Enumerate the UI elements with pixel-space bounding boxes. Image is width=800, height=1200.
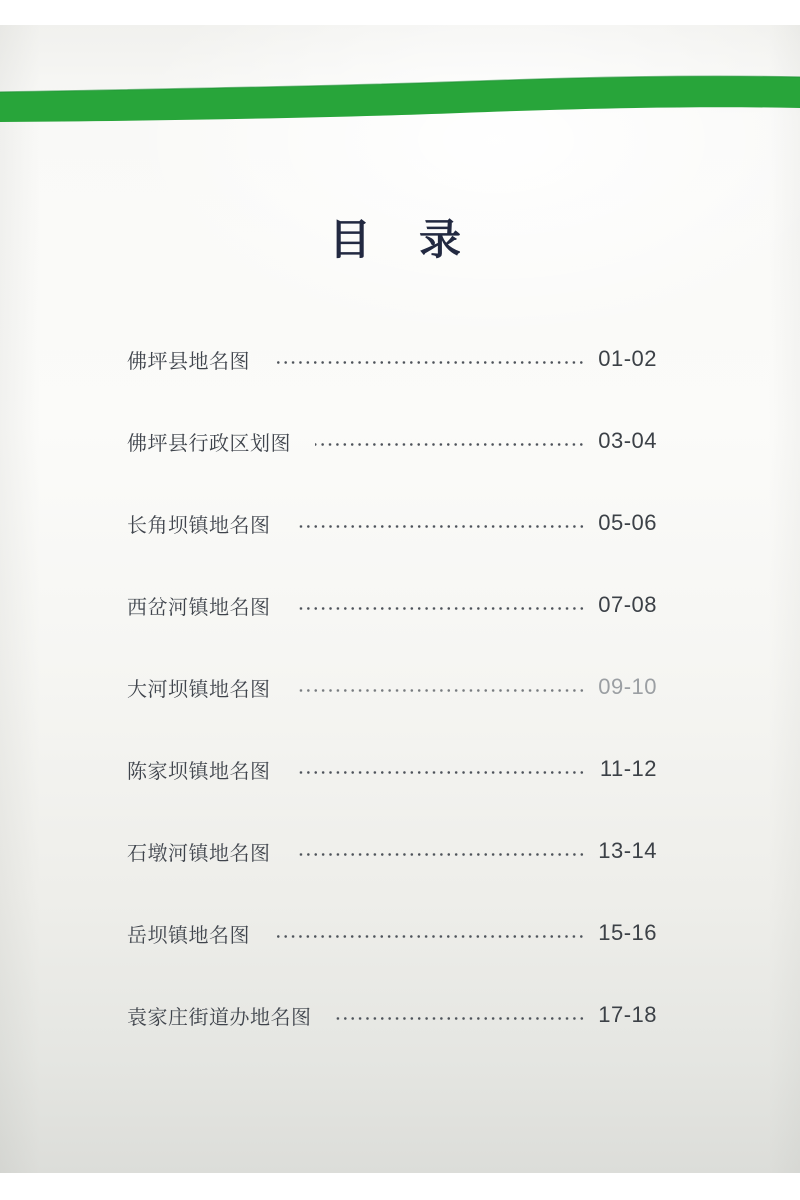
toc-entry — [127, 918, 657, 948]
dot-leader — [295, 771, 586, 774]
page-number: 17-18 — [598, 1002, 657, 1027]
dot-leader — [295, 853, 586, 856]
dot-leader — [274, 935, 585, 938]
page-number: 07-08 — [598, 592, 657, 617]
page-number: 03-04 — [598, 428, 657, 453]
toc-entry — [127, 590, 657, 620]
toc-entry — [127, 344, 657, 374]
toc-entry — [127, 672, 657, 702]
toc-entry-label: 陈家坝镇地名图 — [127, 760, 271, 783]
page-number: 05-06 — [598, 510, 657, 535]
toc-entry — [127, 754, 657, 784]
toc-entry — [127, 836, 657, 866]
toc-entry — [127, 426, 657, 456]
toc-list — [127, 344, 657, 1030]
dot-leader — [295, 689, 586, 692]
green-wave-band — [0, 25, 800, 145]
page-number: 13-14 — [598, 838, 657, 863]
dot-leader — [295, 607, 586, 610]
toc-entry-label: 岳坝镇地名图 — [127, 924, 250, 947]
page-number: 09-10 — [598, 674, 657, 699]
toc-entry-label: 大河坝镇地名图 — [127, 678, 271, 701]
toc-entry-label: 西岔河镇地名图 — [127, 596, 271, 619]
toc-entry-label: 佛坪县地名图 — [127, 350, 250, 373]
page-number: 15-16 — [598, 920, 657, 945]
dot-leader — [315, 443, 585, 446]
toc-entry-label: 佛坪县行政区划图 — [127, 432, 291, 455]
dot-leader — [336, 1017, 586, 1020]
toc-entry — [127, 508, 657, 538]
page-number: 11-12 — [599, 756, 657, 781]
page-number: 01-02 — [598, 346, 657, 371]
toc-entry-label: 袁家庄街道办地名图 — [127, 1006, 312, 1029]
dot-leader — [274, 361, 585, 364]
toc-entry-label: 石墩河镇地名图 — [127, 842, 271, 865]
toc-entry-label: 长角坝镇地名图 — [127, 514, 271, 537]
page-title-char-1: 目 — [328, 216, 371, 263]
page-title-char-2: 录 — [419, 216, 462, 263]
dot-leader — [295, 525, 586, 528]
page-title — [0, 216, 800, 263]
toc-entry — [127, 1000, 657, 1030]
paper-page — [0, 25, 800, 1173]
